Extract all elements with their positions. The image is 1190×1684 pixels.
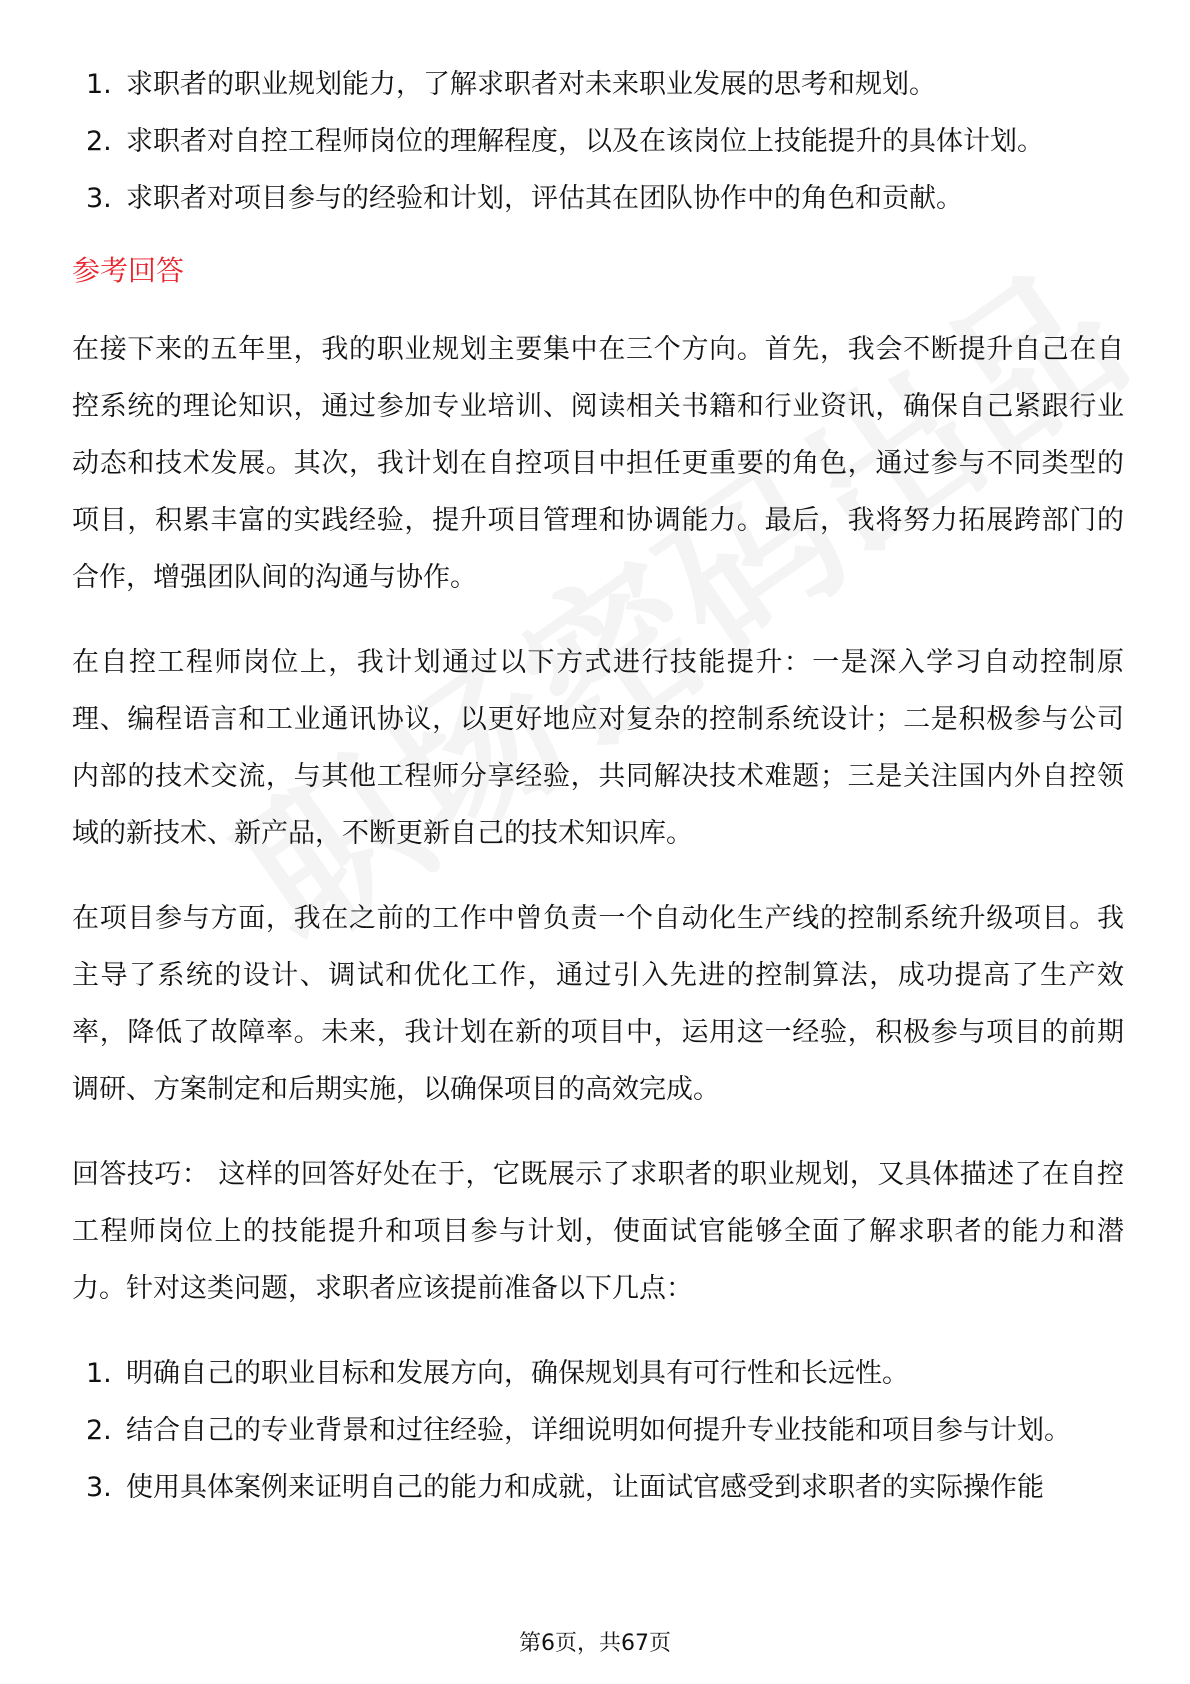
answer-heading: 参考回答 — [72, 254, 185, 287]
list-item — [72, 113, 1124, 170]
list-item — [72, 1345, 1124, 1402]
list-item-text: 求职者对项目参与的经验和计划，评估其在团队协作中的角色和贡献。 — [126, 183, 963, 214]
list-item — [72, 1402, 1124, 1459]
list-item — [72, 1459, 1124, 1516]
answer-paragraph: 在项目参与方面，我在之前的工作中曾负责一个自动化生产线的控制系统升级项目。我主导了系统的设计、调试和优化工作，通过引入先进的控制算法，成功提高了生产效率，降低了故障率。未来，我计划在新的项目中，运用这一经验，积极参与项目的前期调研、方案制定和后期实施，以确保项目的高效完成。 — [72, 903, 1124, 1105]
list-item-text: 求职者的职业规划能力，了解求职者对未来职业发展的思考和规划。 — [126, 69, 936, 100]
answer-paragraph: 在接下来的五年里，我的职业规划主要集中在三个方向。首先，我会不断提升自己在自控系统的理论知识，通过参加专业培训、阅读相关书籍和行业资讯，确保自己紧跟行业动态和技术发展。其次，我计划在自控项目中担任更重要的角色，通过参与不同类型的项目，积累丰富的实践经验，提升项目管理和协调能力。最后，我将努力拓展跨部门的合作，增强团队间的沟通与协作。 — [72, 334, 1124, 593]
list-item-number: 2. — [86, 126, 112, 157]
list-item-number: 2. — [86, 1415, 112, 1446]
list-item-text: 使用具体案例来证明自己的能力和成就，让面试官感受到求职者的实际操作能 — [126, 1472, 1044, 1503]
page-content — [72, 56, 1124, 1516]
page-number-footer: 第6页，共67页 — [519, 1631, 671, 1656]
list-item-number: 1. — [86, 69, 112, 100]
list-item-number: 3. — [86, 1472, 112, 1503]
tips-list — [72, 1345, 1124, 1516]
list-item-text: 求职者对自控工程师岗位的理解程度，以及在该岗位上技能提升的具体计划。 — [126, 126, 1044, 157]
list-item — [72, 170, 1124, 227]
list-item-number: 3. — [86, 183, 112, 214]
evaluation-points-list — [72, 56, 1124, 227]
list-item-text: 结合自己的专业背景和过往经验，详细说明如何提升专业技能和项目参与计划。 — [126, 1415, 1071, 1446]
list-item-text: 明确自己的职业目标和发展方向，确保规划具有可行性和长远性。 — [126, 1358, 909, 1389]
list-item — [72, 56, 1124, 113]
answer-tips-paragraph: 回答技巧： 这样的回答好处在于，它既展示了求职者的职业规划，又具体描述了在自控工程师岗位上的技能提升和项目参与计划，使面试官能够全面了解求职者的能力和潜力。针对这类问题，求职者应该提前准备以下几点： — [72, 1159, 1124, 1304]
answer-paragraph: 在自控工程师岗位上，我计划通过以下方式进行技能提升：一是深入学习自动控制原理、编程语言和工业通讯协议，以更好地应对复杂的控制系统设计；二是积极参与公司内部的技术交流，与其他工程师分享经验，共同解决技术难题；三是关注国内外自控领域的新技术、新产品，不断更新自己的技术知识库。 — [72, 647, 1124, 849]
list-item-number: 1. — [86, 1358, 112, 1389]
